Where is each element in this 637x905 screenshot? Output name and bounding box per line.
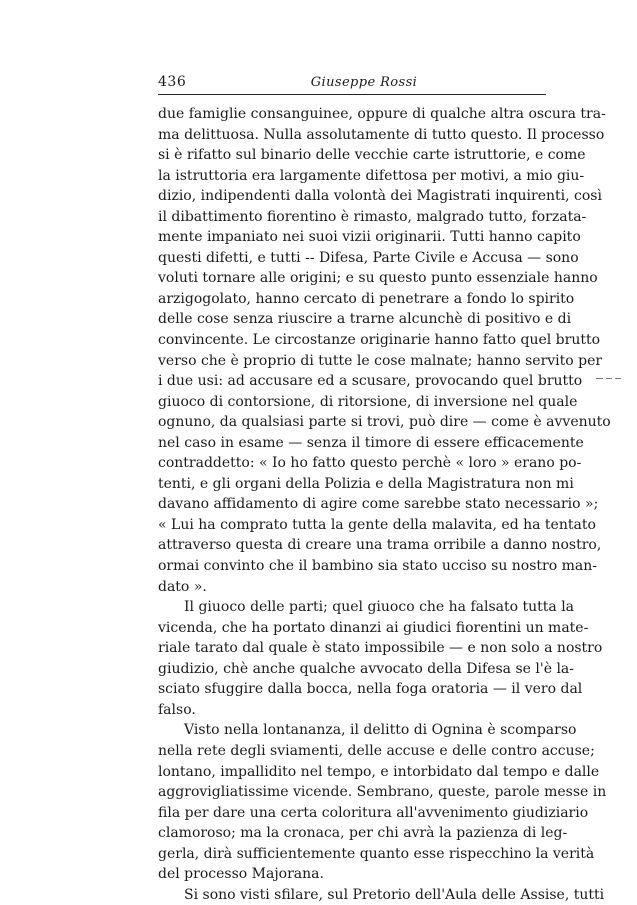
running-title: Giuseppe Rossi <box>310 75 418 90</box>
text-line: falso. <box>158 701 196 718</box>
text-line: davano affidamento di agire come sarebbe stato necessario »; <box>158 496 599 513</box>
text-line: clamoroso; ma la cronaca, per chi avrà la pazienza di leg- <box>158 825 568 842</box>
text-line: voluti tornare alle origini; e su questo punto essenziale hanno <box>158 270 598 287</box>
text-line: questi difetti, e tutti -- Difesa, Parte Civile e Accusa — sono <box>158 249 579 266</box>
text-line: ormai convinto che il bambino sia stato ucciso su nostro man- <box>158 558 597 575</box>
text-line: si è rifatto sul binario delle vecchie carte istruttorie, e come <box>158 147 586 164</box>
text-line: nel caso in esame — senza il timore di essere efficacemente <box>158 434 584 451</box>
text-line: arzigogolato, hanno cercato di penetrare a fondo lo spirito <box>158 290 575 307</box>
text-line: lontano, impallidito nel tempo, e intorbidato dal tempo e dalle <box>158 763 600 780</box>
text-line: « Lui ha comprato tutta la gente della malavita, ed ha tentato <box>158 516 596 533</box>
text-line: Il giuoco delle parti; quel giuoco che ha falsato tutta la <box>184 599 575 616</box>
text-line: Si sono visti sfilare, sul Pretorio dell'Aula delle Assise, tutti <box>184 886 605 903</box>
text-line: contraddetto: « Io ho fatto questo perchè « loro » erano po- <box>158 455 582 472</box>
text-line: tenti, e gli organi della Polizia e della Magistratura non mi <box>158 475 574 492</box>
paragraph-1 <box>158 104 611 597</box>
text-line: aggrovigliatissime vicende. Sembrano, queste, parole messe in <box>158 784 607 801</box>
text-line: mente impaniato nei suoi vizii originarii. Tutti hanno capito <box>158 229 581 246</box>
paragraph-3 <box>158 720 607 884</box>
text-line: dato ». <box>158 578 207 595</box>
header-rule <box>158 94 546 95</box>
text-line: i due usi: ad accusare ed a scusare, provocando quel brutto <box>158 373 583 390</box>
text-line: dizio, indipendenti dalla volontà dei Magistrati inquirenti, così <box>158 188 602 205</box>
text-line: attraverso questa di creare una trama orribile a danno nostro, <box>158 537 602 554</box>
text-line: la istruttoria era largamente difettosa per motivi, a mio giu- <box>158 167 585 184</box>
running-head <box>158 74 544 92</box>
text-line: riale tarato dal quale è stato impossibile — e non solo a nostro <box>158 640 603 657</box>
text-line: gerla, dirà sufficientemente quanto esse rispecchino la verità <box>158 845 595 862</box>
text-line: delle cose senza riuscire a trarne alcunchè di positivo e di <box>158 311 572 328</box>
text-line: ognuno, da qualsiasi parte si trovi, può dire — come è avvenuto <box>158 414 611 431</box>
text-line: fila per dare una certa coloritura all'avvenimento giudiziario <box>158 804 589 821</box>
text-line: Visto nella lontananza, il delitto di Ognina è scomparso <box>184 722 577 739</box>
text-line: convincente. Le circostanze originarie hanno fatto quel brutto <box>158 332 601 349</box>
text-line: giudizio, chè anche qualche avvocato della Difesa se l'è la- <box>158 660 574 677</box>
margin-pencil-mark <box>596 376 622 382</box>
text-line: ma delittuosa. Nulla assolutamente di tutto questo. Il processo <box>158 126 605 143</box>
page-number: 436 <box>158 74 187 90</box>
body-text <box>158 104 611 905</box>
text-line: verso che è proprio di tutte le cose malnate; hanno servito per <box>158 352 603 369</box>
paragraph-4 <box>158 885 605 905</box>
text-line: il dibattimento fiorentino è rimasto, malgrado tutto, forzata- <box>158 208 587 225</box>
text-line: nella rete degli sviamenti, delle accuse e delle contro accuse; <box>158 742 595 759</box>
text-line: giuoco di contorsione, di ritorsione, di inversione nel quale <box>158 393 578 410</box>
text-line: due famiglie consanguinee, oppure di qualche altra oscura tra- <box>158 106 606 122</box>
paragraph-2 <box>158 597 603 720</box>
text-line: sciato sfuggire dalla bocca, nella foga oratoria — il vero dal <box>158 681 583 698</box>
text-line: del processo Majorana. <box>158 866 324 883</box>
text-line: vicenda, che ha portato dinanzi ai giudici fiorentini un mate- <box>158 619 589 636</box>
